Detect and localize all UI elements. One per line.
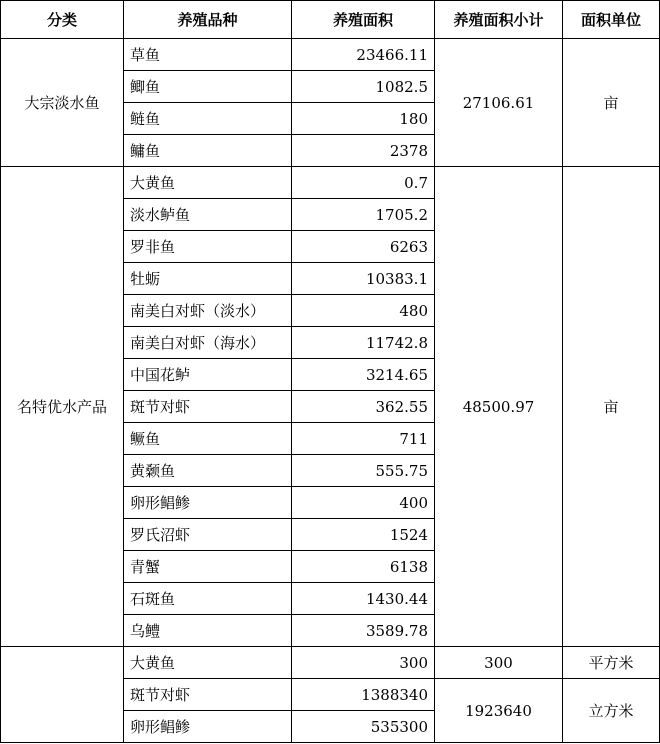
subtotal-cell: 1923640 — [435, 679, 563, 743]
area-cell: 480 — [292, 295, 435, 327]
species-cell: 鲫鱼 — [124, 71, 292, 103]
species-cell: 鳙鱼 — [124, 135, 292, 167]
species-cell: 南美白对虾（海水） — [124, 327, 292, 359]
species-cell: 牡蛎 — [124, 263, 292, 295]
species-cell: 乌鳢 — [124, 615, 292, 647]
category-cell: 大宗淡水鱼 — [1, 39, 124, 167]
area-cell: 6263 — [292, 231, 435, 263]
area-cell: 400 — [292, 487, 435, 519]
area-cell: 1388340 — [292, 679, 435, 711]
species-cell: 卵形鲳鲹 — [124, 711, 292, 743]
unit-cell: 亩 — [563, 39, 660, 167]
species-cell: 黄颡鱼 — [124, 455, 292, 487]
area-cell: 300 — [292, 647, 435, 679]
table-row — [1, 167, 660, 199]
area-cell: 555.75 — [292, 455, 435, 487]
species-cell: 草鱼 — [124, 39, 292, 71]
area-cell: 711 — [292, 423, 435, 455]
unit-cell: 立方米 — [563, 679, 660, 743]
species-cell: 卵形鲳鲹 — [124, 487, 292, 519]
header-area: 养殖面积 — [292, 1, 435, 39]
table-row — [1, 39, 660, 71]
category-cell: 名特优水产品 — [1, 167, 124, 647]
table-body — [1, 39, 660, 743]
area-cell: 3589.78 — [292, 615, 435, 647]
area-cell: 3214.65 — [292, 359, 435, 391]
header-species: 养殖品种 — [124, 1, 292, 39]
area-cell: 1705.2 — [292, 199, 435, 231]
subtotal-cell: 48500.97 — [435, 167, 563, 647]
area-cell: 1524 — [292, 519, 435, 551]
species-cell: 罗非鱼 — [124, 231, 292, 263]
species-cell: 鲢鱼 — [124, 103, 292, 135]
area-cell: 1082.5 — [292, 71, 435, 103]
area-cell: 23466.11 — [292, 39, 435, 71]
subtotal-cell: 27106.61 — [435, 39, 563, 167]
species-cell: 南美白对虾（淡水） — [124, 295, 292, 327]
species-cell: 石斑鱼 — [124, 583, 292, 615]
area-cell: 1430.44 — [292, 583, 435, 615]
table-header — [1, 1, 660, 39]
subtotal-cell: 300 — [435, 647, 563, 679]
header-category: 分类 — [1, 1, 124, 39]
species-cell: 斑节对虾 — [124, 391, 292, 423]
unit-cell: 亩 — [563, 167, 660, 647]
species-cell: 鳜鱼 — [124, 423, 292, 455]
species-cell: 中国花鲈 — [124, 359, 292, 391]
species-cell: 青蟹 — [124, 551, 292, 583]
species-cell: 淡水鲈鱼 — [124, 199, 292, 231]
header-row — [1, 1, 660, 39]
area-cell: 11742.8 — [292, 327, 435, 359]
category-cell-blank — [1, 647, 124, 743]
area-cell: 2378 — [292, 135, 435, 167]
table-row — [1, 647, 660, 679]
header-unit: 面积单位 — [563, 1, 660, 39]
species-cell: 斑节对虾 — [124, 679, 292, 711]
species-cell: 大黄鱼 — [124, 647, 292, 679]
area-cell: 535300 — [292, 711, 435, 743]
species-cell: 罗氏沼虾 — [124, 519, 292, 551]
area-cell: 6138 — [292, 551, 435, 583]
header-subtotal: 养殖面积小计 — [435, 1, 563, 39]
unit-cell: 平方米 — [563, 647, 660, 679]
area-cell: 0.7 — [292, 167, 435, 199]
species-cell: 大黄鱼 — [124, 167, 292, 199]
area-cell: 180 — [292, 103, 435, 135]
area-cell: 10383.1 — [292, 263, 435, 295]
area-cell: 362.55 — [292, 391, 435, 423]
